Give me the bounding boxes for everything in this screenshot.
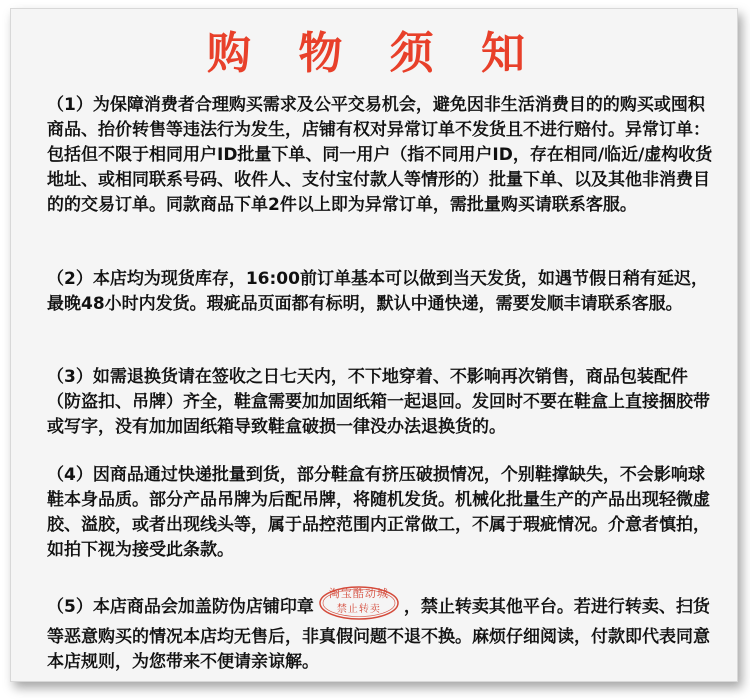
- notice-paragraph-5: [47, 589, 715, 675]
- notice-paragraph-4: （4）因商品通过快递批量到货，部分鞋盒有挤压破损情况，个别鞋撑缺失，不会影响球鞋本身品质。部分产品吊牌为后配吊牌，将随机发货。机械化批量生产的产品出现轻微虚胶、溢胶，或者出现线头等，属于品控范围内正常做工，不属于瑕疵情况。介意者慎拍，如拍下视为接受此条款。: [47, 465, 710, 560]
- store-seal-stamp: [318, 585, 400, 621]
- notice-paragraph-2: （2）本店均为现货库存，16:00前订单基本可以做到当天发货，如遇节假日稍有延迟，最晚48小时内发货。瑕疵品页面都有标明，默认中通快递，需要发顺丰请联系客服。: [47, 269, 708, 314]
- stamp-warning-text: 禁止转卖: [336, 604, 381, 615]
- paragraph-5-lead-text: （5）本店商品会加盖防伪店铺印章: [47, 597, 314, 617]
- notice-paragraph-1: （1）为保障消费者合理购买需求及公平交易机会，避免因非生活消费目的的购买或囤积商品、抬价转售等违法行为发生，店铺有权对异常订单不发货且不进行赔付。异常订单：包括但不限于相同用户ID批量下单、同一用户（指不同用户ID，存在相同/临近/虚构收货地址、或相同联系号码、收件人、支付宝付款人等情形的）批量下单、以及其他非消费目的的交易订单。同款商品下单2件以上即为异常订单，需批量购买请联系客服。: [47, 95, 713, 215]
- paragraph-5-trailing-text: ，禁止转卖其他平台。若进行转卖、扫货等恶意购买的情况本店均无售后，非真假问题不退不换。麻烦仔细阅读，付款即代表同意本店规则，为您带来不便请亲谅解。: [47, 597, 710, 672]
- notice-paragraph-3: （3）如需退换货请在签收之日七天内，不下地穿着、不影响再次销售，商品包装配件（防盗扣、吊牌）齐全，鞋盒需要加加固纸箱一起退回。发回时不要在鞋盒上直接捆胶带或写字，没有加加固纸箱导致鞋盒破损一律没办法退换货的。: [47, 367, 710, 437]
- stamp-store-name: 淘宝酷动城: [328, 587, 389, 600]
- notice-card: [10, 8, 738, 682]
- page-title: 购 物 须 知: [207, 28, 541, 79]
